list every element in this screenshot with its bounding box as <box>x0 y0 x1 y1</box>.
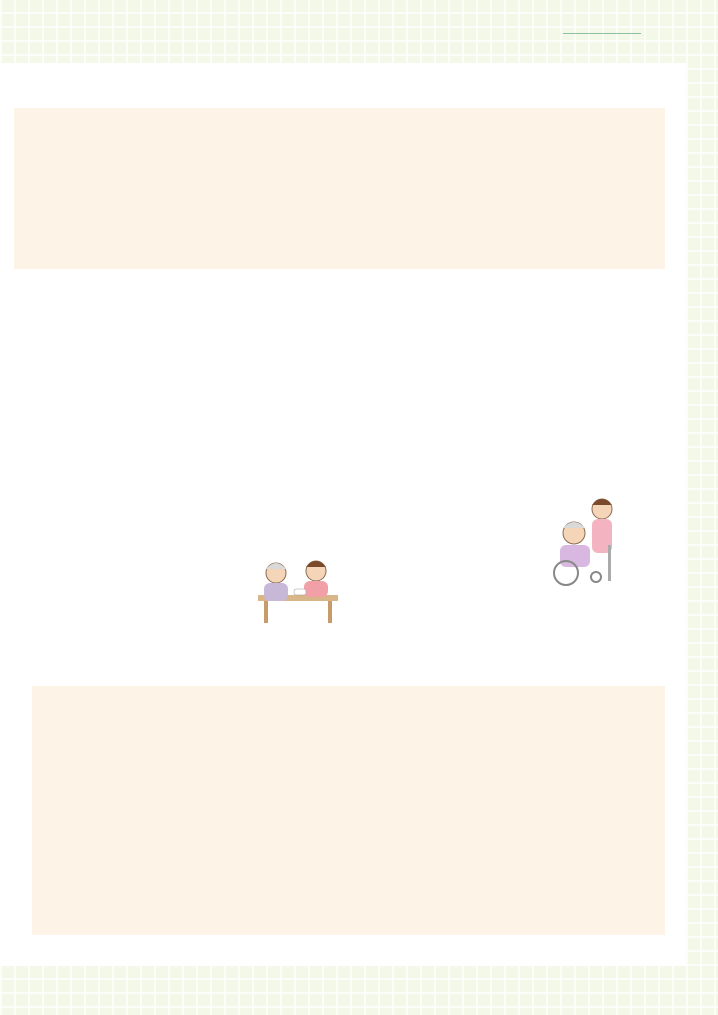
age-pie-chart <box>72 388 272 588</box>
header-rule <box>563 33 641 34</box>
gender-pie-chart <box>370 372 570 572</box>
qualification-chart-box <box>32 686 665 935</box>
caregiver-feeding-illustration <box>250 555 342 625</box>
wheelchair-illustration <box>548 495 620 587</box>
qualification-bar-chart <box>32 686 665 935</box>
signature <box>405 954 409 967</box>
intro-box <box>14 108 665 269</box>
